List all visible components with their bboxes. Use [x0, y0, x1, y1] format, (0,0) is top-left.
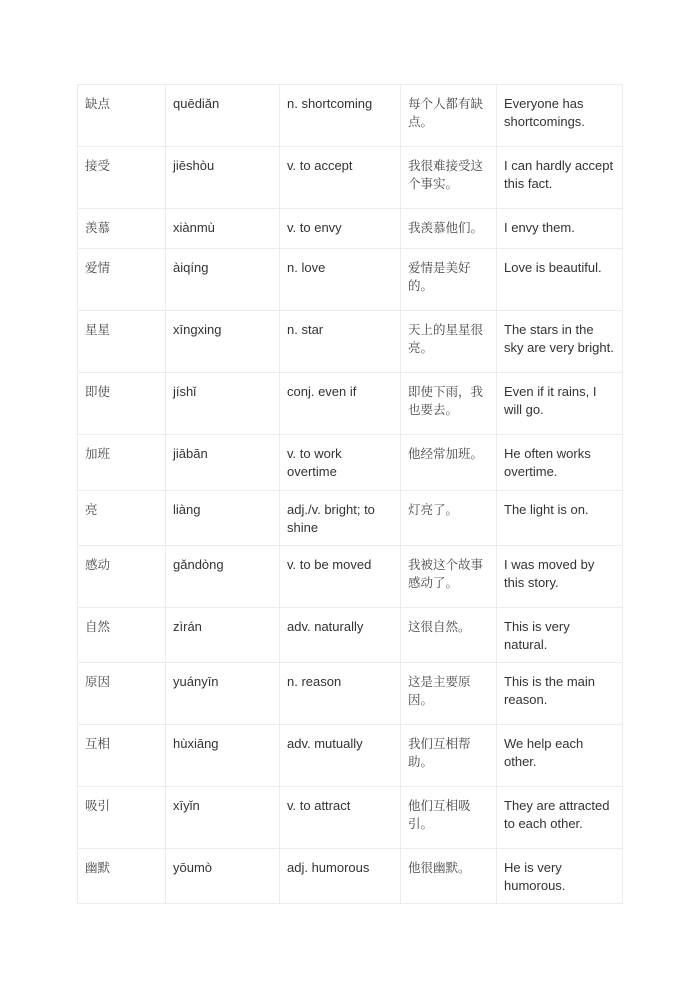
example-zh-cell: 天上的星星很亮。: [401, 311, 497, 373]
word-cell: 自然: [78, 608, 166, 663]
example-en-cell: This is very natural.: [497, 608, 623, 663]
definition-cell: n. star: [280, 311, 401, 373]
example-zh-cell: 每个人都有缺点。: [401, 85, 497, 147]
word-cell: 接受: [78, 147, 166, 209]
example-en-cell: Everyone has shortcomings.: [497, 85, 623, 147]
pinyin-cell: xiànmù: [166, 209, 280, 249]
table-row: [78, 849, 623, 904]
example-zh-cell: 他们互相吸引。: [401, 787, 497, 849]
table-row: [78, 249, 623, 311]
definition-cell: adj. humorous: [280, 849, 401, 904]
definition-cell: conj. even if: [280, 373, 401, 435]
example-zh-cell: 我们互相帮助。: [401, 725, 497, 787]
table-row: [78, 311, 623, 373]
definition-cell: n. love: [280, 249, 401, 311]
definition-cell: v. to be moved: [280, 546, 401, 608]
table-row: [78, 663, 623, 725]
example-en-cell: Love is beautiful.: [497, 249, 623, 311]
example-en-cell: I can hardly accept this fact.: [497, 147, 623, 209]
example-en-cell: He often works overtime.: [497, 435, 623, 491]
example-zh-cell: 我很难接受这个事实。: [401, 147, 497, 209]
word-cell: 吸引: [78, 787, 166, 849]
definition-cell: v. to envy: [280, 209, 401, 249]
example-en-cell: I envy them.: [497, 209, 623, 249]
table-row: [78, 546, 623, 608]
word-cell: 互相: [78, 725, 166, 787]
table-row: [78, 209, 623, 249]
table-row: [78, 147, 623, 209]
pinyin-cell: xīngxing: [166, 311, 280, 373]
definition-cell: adj./v. bright; to shine: [280, 491, 401, 546]
pinyin-cell: yōumò: [166, 849, 280, 904]
pinyin-cell: jiēshòu: [166, 147, 280, 209]
example-en-cell: The light is on.: [497, 491, 623, 546]
word-cell: 缺点: [78, 85, 166, 147]
example-en-cell: We help each other.: [497, 725, 623, 787]
table-row: [78, 491, 623, 546]
pinyin-cell: liàng: [166, 491, 280, 546]
pinyin-cell: yuányīn: [166, 663, 280, 725]
example-zh-cell: 他很幽默。: [401, 849, 497, 904]
example-zh-cell: 灯亮了。: [401, 491, 497, 546]
example-en-cell: He is very humorous.: [497, 849, 623, 904]
example-en-cell: This is the main reason.: [497, 663, 623, 725]
word-cell: 羡慕: [78, 209, 166, 249]
definition-cell: adv. naturally: [280, 608, 401, 663]
word-cell: 星星: [78, 311, 166, 373]
table-row: [78, 373, 623, 435]
table-row: [78, 608, 623, 663]
example-zh-cell: 这是主要原因。: [401, 663, 497, 725]
example-zh-cell: 我羡慕他们。: [401, 209, 497, 249]
word-cell: 加班: [78, 435, 166, 491]
table-row: [78, 85, 623, 147]
example-en-cell: I was moved by this story.: [497, 546, 623, 608]
definition-cell: v. to accept: [280, 147, 401, 209]
example-en-cell: The stars in the sky are very bright.: [497, 311, 623, 373]
example-zh-cell: 爱情是美好的。: [401, 249, 497, 311]
table-row: [78, 435, 623, 491]
pinyin-cell: gǎndòng: [166, 546, 280, 608]
pinyin-cell: àiqíng: [166, 249, 280, 311]
pinyin-cell: jíshǐ: [166, 373, 280, 435]
example-en-cell: They are attracted to each other.: [497, 787, 623, 849]
definition-cell: n. shortcoming: [280, 85, 401, 147]
definition-cell: v. to work overtime: [280, 435, 401, 491]
word-cell: 感动: [78, 546, 166, 608]
example-zh-cell: 这很自然。: [401, 608, 497, 663]
definition-cell: adv. mutually: [280, 725, 401, 787]
definition-cell: v. to attract: [280, 787, 401, 849]
pinyin-cell: zìrán: [166, 608, 280, 663]
word-cell: 原因: [78, 663, 166, 725]
word-cell: 即使: [78, 373, 166, 435]
vocabulary-table: [77, 84, 623, 904]
word-cell: 幽默: [78, 849, 166, 904]
table-row: [78, 787, 623, 849]
example-zh-cell: 他经常加班。: [401, 435, 497, 491]
example-zh-cell: 即使下雨，我也要去。: [401, 373, 497, 435]
example-zh-cell: 我被这个故事感动了。: [401, 546, 497, 608]
pinyin-cell: quēdiǎn: [166, 85, 280, 147]
pinyin-cell: xīyǐn: [166, 787, 280, 849]
definition-cell: n. reason: [280, 663, 401, 725]
example-en-cell: Even if it rains, I will go.: [497, 373, 623, 435]
pinyin-cell: jiābān: [166, 435, 280, 491]
word-cell: 亮: [78, 491, 166, 546]
word-cell: 爱情: [78, 249, 166, 311]
table-row: [78, 725, 623, 787]
pinyin-cell: hùxiāng: [166, 725, 280, 787]
